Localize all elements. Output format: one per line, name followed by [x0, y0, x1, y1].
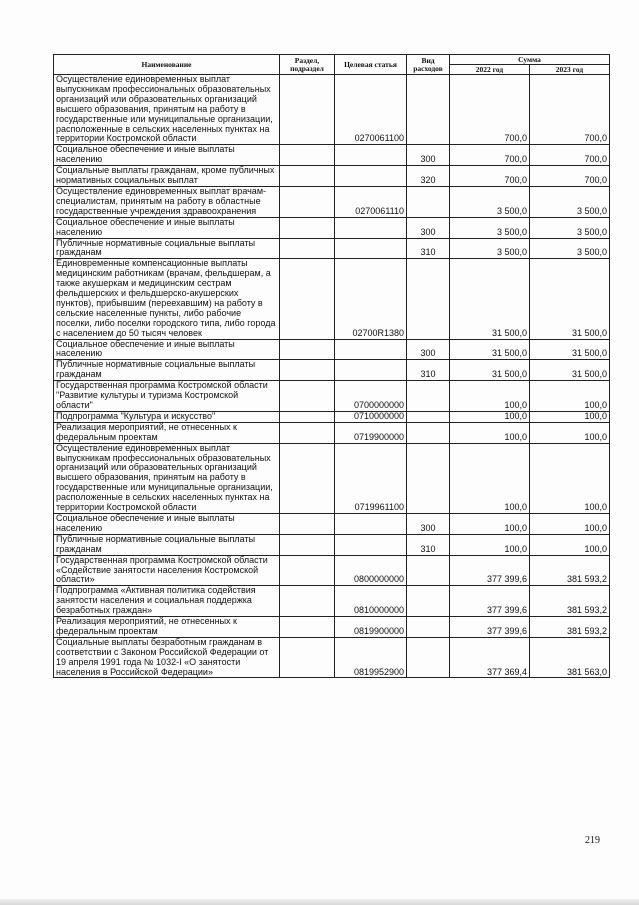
- table-row: [54, 443, 610, 513]
- row-target-code: 0270061110: [335, 186, 407, 217]
- row-section: [280, 586, 335, 617]
- row-sum-2022: 100,0: [450, 534, 530, 555]
- row-target-code: 0710000000: [335, 411, 407, 422]
- table-row: [54, 617, 610, 638]
- row-target-code: 0800000000: [335, 555, 407, 586]
- row-expense-type: 310: [407, 360, 450, 381]
- row-sum-2022: 700,0: [450, 75, 530, 145]
- row-sum-2022: 3 500,0: [450, 217, 530, 238]
- row-name: Публичные нормативные социальные выплаты гражданам: [54, 534, 280, 555]
- table-row: [54, 75, 610, 145]
- row-name: Осуществление единовременных выплат врачам-специалистам, принятым на работу в областные государственные учреждения здравоохранения: [54, 186, 280, 217]
- row-sum-2023: 100,0: [530, 534, 610, 555]
- row-expense-type: [407, 411, 450, 422]
- row-target-code: 0819952900: [335, 637, 407, 678]
- row-sum-2022: 377 369,4: [450, 637, 530, 678]
- row-section: [280, 75, 335, 145]
- row-sum-2023: 100,0: [530, 411, 610, 422]
- row-target-code: [335, 339, 407, 360]
- row-sum-2023: 31 500,0: [530, 259, 610, 339]
- table-row: [54, 186, 610, 217]
- row-expense-type: 300: [407, 513, 450, 534]
- row-section: [280, 166, 335, 187]
- row-sum-2023: 100,0: [530, 381, 610, 412]
- row-target-code: [335, 238, 407, 259]
- row-sum-2023: 700,0: [530, 145, 610, 166]
- row-expense-type: 310: [407, 534, 450, 555]
- row-target-code: [335, 534, 407, 555]
- row-expense-type: 300: [407, 217, 450, 238]
- row-sum-2023: 100,0: [530, 443, 610, 513]
- row-expense-type: 300: [407, 339, 450, 360]
- row-sum-2022: 3 500,0: [450, 238, 530, 259]
- row-section: [280, 513, 335, 534]
- row-expense-type: [407, 617, 450, 638]
- table-row: [54, 145, 610, 166]
- header-year-2023: 2023 год: [530, 65, 610, 75]
- row-name: Осуществление единовременных выплат выпускникам профессиональных образовательных организаций или образовательных организаций высшего образования, принятым на работу в государственные или муниципальные организации, расположенные в сельских населенных пунктах на территории Костромской области: [54, 443, 280, 513]
- row-sum-2023: 381 593,2: [530, 617, 610, 638]
- row-expense-type: [407, 381, 450, 412]
- table-row: [54, 513, 610, 534]
- row-sum-2023: 381 593,2: [530, 586, 610, 617]
- row-expense-type: [407, 186, 450, 217]
- row-section: [280, 411, 335, 422]
- row-name: Социальное обеспечение и иные выплаты населению: [54, 145, 280, 166]
- row-section: [280, 617, 335, 638]
- row-sum-2023: 3 500,0: [530, 238, 610, 259]
- row-target-code: [335, 217, 407, 238]
- budget-table: [53, 54, 610, 678]
- row-name: Публичные нормативные социальные выплаты гражданам: [54, 360, 280, 381]
- row-sum-2023: 700,0: [530, 75, 610, 145]
- table-row: [54, 360, 610, 381]
- row-sum-2022: 31 500,0: [450, 360, 530, 381]
- table-row: [54, 238, 610, 259]
- row-expense-type: [407, 443, 450, 513]
- row-target-code: 0700000000: [335, 381, 407, 412]
- row-name: Реализация мероприятий, не отнесенных к федеральным проектам: [54, 617, 280, 638]
- row-sum-2023: 31 500,0: [530, 360, 610, 381]
- page-number: 219: [585, 835, 600, 846]
- row-sum-2022: 377 399,6: [450, 555, 530, 586]
- row-name: Социальное обеспечение и иные выплаты населению: [54, 513, 280, 534]
- row-sum-2022: 100,0: [450, 381, 530, 412]
- row-name: Подпрограмма "Культура и искусство": [54, 411, 280, 422]
- row-section: [280, 217, 335, 238]
- row-sum-2022: 3 500,0: [450, 186, 530, 217]
- row-sum-2022: 700,0: [450, 145, 530, 166]
- table-row: [54, 422, 610, 443]
- row-name: Государственная программа Костромской области «Содействие занятости населения Костромской области»: [54, 555, 280, 586]
- row-name: Единовременные компенсационные выплаты медицинским работникам (врачам, фельдшерам, а также акушеркам и медицинским сестрам фельдшерских и фельдшерско-акушерских пунктов), прибывшим (переехавшим) на работу в сельские населенные пункты, либо рабочие поселки, либо поселки городского типа, либо города с населением до 50 тысяч человек: [54, 259, 280, 339]
- row-section: [280, 381, 335, 412]
- table-row: [54, 381, 610, 412]
- row-section: [280, 360, 335, 381]
- row-expense-type: 320: [407, 166, 450, 187]
- row-name: Реализация мероприятий, не отнесенных к федеральным проектам: [54, 422, 280, 443]
- row-expense-type: 300: [407, 145, 450, 166]
- table-row: [54, 637, 610, 678]
- row-section: [280, 186, 335, 217]
- row-expense-type: [407, 637, 450, 678]
- row-section: [280, 555, 335, 586]
- row-sum-2022: 377 399,6: [450, 586, 530, 617]
- row-section: [280, 339, 335, 360]
- row-target-code: [335, 145, 407, 166]
- row-name: Подпрограмма «Активная политика содействия занятости населения и социальная поддержка безработных граждан»: [54, 586, 280, 617]
- row-target-code: 02700R1380: [335, 259, 407, 339]
- row-name: Осуществление единовременных выплат выпускникам профессиональных образовательных организаций или образовательных организаций высшего образования, принятым на работу в государственные или муниципальные организации, расположенные в сельских населенных пунктах на территории Костромской области: [54, 75, 280, 145]
- table-row: [54, 586, 610, 617]
- row-target-code: 0810000000: [335, 586, 407, 617]
- table-row: [54, 339, 610, 360]
- row-target-code: 0719961100: [335, 443, 407, 513]
- row-expense-type: [407, 259, 450, 339]
- row-expense-type: [407, 586, 450, 617]
- row-sum-2022: 377 399,6: [450, 617, 530, 638]
- row-name: Государственная программа Костромской области "Развитие культуры и туризма Костромской области": [54, 381, 280, 412]
- row-sum-2023: 100,0: [530, 513, 610, 534]
- header-target: Целевая статья: [335, 55, 407, 75]
- header-section: Раздел, подраздел: [280, 55, 335, 75]
- row-sum-2023: 381 593,2: [530, 555, 610, 586]
- row-section: [280, 637, 335, 678]
- row-sum-2022: 100,0: [450, 443, 530, 513]
- table-row: [54, 534, 610, 555]
- row-name: Публичные нормативные социальные выплаты гражданам: [54, 238, 280, 259]
- header-expense-type: Вид расходов: [407, 55, 450, 75]
- row-name: Социальные выплаты гражданам, кроме публичных нормативных социальных выплат: [54, 166, 280, 187]
- header-sum: Сумма: [450, 55, 610, 65]
- row-sum-2022: 100,0: [450, 422, 530, 443]
- row-name: Социальное обеспечение и иные выплаты населению: [54, 339, 280, 360]
- row-name: Социальные выплаты безработным гражданам в соответствии с Законом Российской Федерации от 19 апреля 1991 года № 1032-I «О занятости населения в Российской Федерации»: [54, 637, 280, 678]
- bottom-edge: [0, 899, 639, 905]
- row-expense-type: [407, 75, 450, 145]
- row-target-code: 0270061100: [335, 75, 407, 145]
- row-expense-type: 310: [407, 238, 450, 259]
- row-sum-2023: 31 500,0: [530, 339, 610, 360]
- row-sum-2022: 31 500,0: [450, 339, 530, 360]
- table-row: [54, 555, 610, 586]
- row-target-code: [335, 166, 407, 187]
- table-row: [54, 166, 610, 187]
- row-sum-2022: 700,0: [450, 166, 530, 187]
- row-expense-type: [407, 422, 450, 443]
- row-section: [280, 422, 335, 443]
- row-expense-type: [407, 555, 450, 586]
- row-target-code: [335, 513, 407, 534]
- row-section: [280, 145, 335, 166]
- row-section: [280, 259, 335, 339]
- table-row: [54, 411, 610, 422]
- row-sum-2022: 100,0: [450, 513, 530, 534]
- row-sum-2023: 100,0: [530, 422, 610, 443]
- row-sum-2022: 31 500,0: [450, 259, 530, 339]
- row-sum-2023: 381 563,0: [530, 637, 610, 678]
- row-sum-2023: 3 500,0: [530, 186, 610, 217]
- row-target-code: 0819900000: [335, 617, 407, 638]
- table-row: [54, 217, 610, 238]
- row-section: [280, 534, 335, 555]
- row-sum-2023: 700,0: [530, 166, 610, 187]
- header-name: Наименование: [54, 55, 280, 75]
- row-sum-2022: 100,0: [450, 411, 530, 422]
- row-sum-2023: 3 500,0: [530, 217, 610, 238]
- row-target-code: 0719900000: [335, 422, 407, 443]
- table-row: [54, 259, 610, 339]
- table-body: [54, 75, 610, 678]
- row-section: [280, 238, 335, 259]
- header-year-2022: 2022 год: [450, 65, 530, 75]
- row-target-code: [335, 360, 407, 381]
- row-name: Социальное обеспечение и иные выплаты населению: [54, 217, 280, 238]
- row-section: [280, 443, 335, 513]
